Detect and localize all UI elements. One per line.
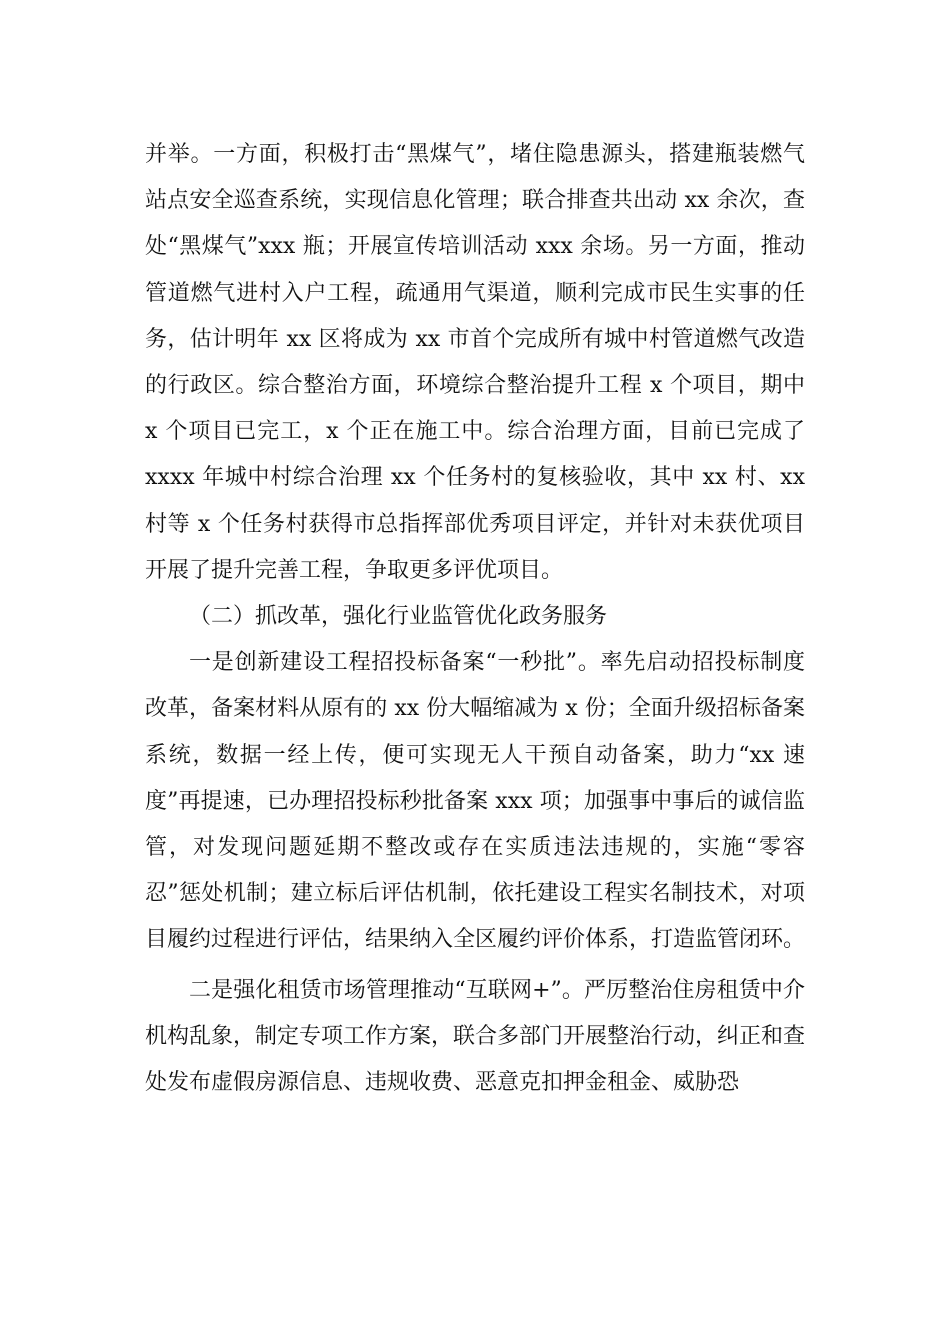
paragraph-continuation: 并举。一方面，积极打击“黑煤气”，堵住隐患源头，搭建瓶装燃气站点安全巡查系统，实现信息化管理；联合排查共出动 xx 余次，查处“黑煤气”xxx 瓶；开展宣传培训活动 xxx 余场。另一方面，推动管道燃气进村入户工程，疏通用气渠道，顺利完成市民生实事的任务，估计明年 xx 区将成为 xx 市首个完成所有城中村管道燃气改造的行政区。综合整治方面，环境综合整治提升工程 x 个项目，期中 x 个项目已完工，x 个正在施工中。综合治理方面，目前已完成了 xxxx 年城中村综合治理 xx 个任务村的复核验收，其中 xx 村、xx 村等 x 个任务村获得市总指挥部优秀项目评定，并针对未获优项目开展了提升完善工程，争取更多评优项目。 — [145, 142, 805, 583]
section-heading: （二）抓改革，强化行业监管优化政务服务 — [189, 604, 608, 630]
paragraph-rental-market: 二是强化租赁市场管理推动“互联网+”。严厉整治住房租赁中介机构乱象，制定专项工作方案，联合多部门开展整治行动，纠正和查处发布虚假房源信息、违规收费、恶意克扣押金租金、威胁恐 — [145, 977, 806, 1096]
paragraph-tender-filing: 一是创新建设工程招投标备案“一秒批”。率先启动招投标制度改革，备案材料从原有的 xx 份大幅缩减为 x 份；全面升级招标备案系统，数据一经上传，便可实现无人干预自动备案，助力“xx 速度”再提速，已办理招投标秒批备案 xxx 项；加强事中事后的诚信监管，对发现问题延期不整改或存在实质违法违规的，实施“零容忍”惩处机制；建立标后评估机制，依托建设工程实名制技术，对项目履约过程进行评估，结果纳入全区履约评价体系，打造监管闭环。 — [145, 650, 806, 953]
document-body — [145, 132, 805, 1106]
